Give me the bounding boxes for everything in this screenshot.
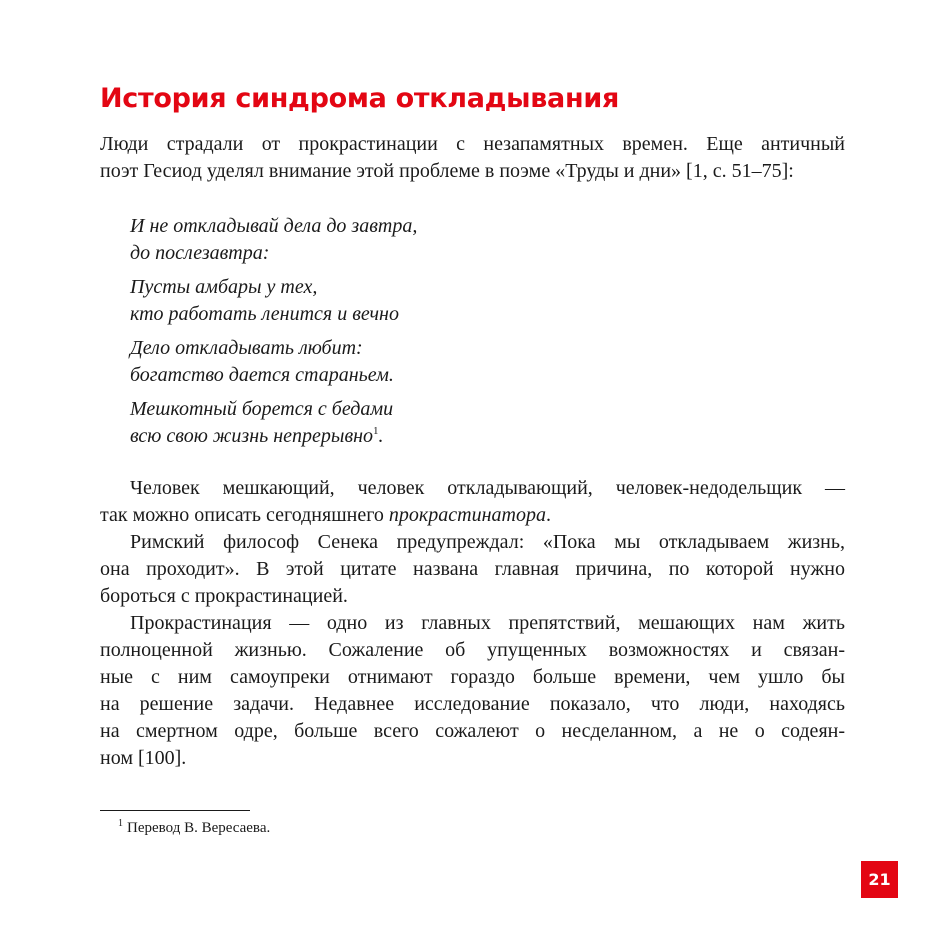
poem-quote	[130, 213, 630, 457]
footnote	[118, 818, 270, 838]
poem-line-last	[130, 423, 630, 450]
paragraph-text: .	[545, 504, 551, 526]
poem-stanza	[130, 274, 630, 328]
poem-line: богатство дается стараньем.	[130, 364, 394, 386]
poem-line: до послезавтра:	[130, 242, 270, 264]
paragraph-line: Римский философ Сенека предупреждал: «Пока мы откладываем жизнь,	[130, 531, 845, 553]
footnote-text: Перевод В. Вересаева.	[127, 820, 271, 836]
paragraph-line	[100, 502, 845, 529]
paragraph-line: на решение задачи. Недавнее исследование показало, что люди, находясь	[100, 693, 845, 715]
page-number-badge: 21	[861, 861, 898, 898]
footnote-divider	[100, 810, 250, 811]
paragraph-line: Человек мешкающий, человек откладывающий, человек-недодельщик —	[130, 477, 845, 499]
poem-line: И не откладывай дела до завтра,	[130, 215, 418, 237]
poem-stanza	[130, 213, 630, 267]
paragraph-line: полноценной жизнью. Сожаление об упущенных возможностях и связан-	[100, 639, 845, 661]
footnote-mark: 1	[118, 818, 123, 829]
poem-stanza	[130, 396, 630, 450]
paragraph-line: ном [100].	[100, 747, 187, 769]
emphasis-term: прокрастинатора	[388, 504, 546, 526]
poem-line: Мешкотный борется с бедами	[130, 398, 394, 420]
paragraph-text: так можно описать сегодняшнего	[100, 504, 389, 526]
paragraph-line: ные с ним самоупреки отнимают гораздо больше времени, чем ушло бы	[100, 666, 845, 688]
page-title: История синдрома откладывания	[100, 83, 619, 114]
poem-end-punct: .	[378, 425, 384, 447]
intro-line: поэт Гесиод уделял внимание этой проблеме в поэме «Труды и дни» [1, с. 51–75]:	[100, 160, 794, 182]
poem-line-text: всю свою жизнь непрерывно	[130, 425, 374, 447]
footnote-reference[interactable]: 1	[373, 425, 379, 437]
poem-line: кто работать ленится и вечно	[130, 303, 399, 325]
paragraph-line: она проходит». В этой цитате названа главная причина, по которой нужно	[100, 558, 845, 580]
paragraph-line: Прокрастинация — одно из главных препятствий, мешающих нам жить	[130, 612, 845, 634]
body-text	[100, 475, 845, 772]
poem-line: Пусты амбары у тех,	[130, 276, 318, 298]
intro-paragraph	[100, 131, 845, 185]
paragraph-line: бороться с прокрастинацией.	[100, 585, 348, 607]
poem-line: Дело откладывать любит:	[130, 337, 363, 359]
poem-stanza	[130, 335, 630, 389]
paragraph-line: на смертном одре, больше всего сожалеют о несделанном, а не о содеян-	[100, 720, 845, 742]
intro-line: Люди страдали от прокрастинации с незапамятных времен. Еще античный	[100, 133, 845, 155]
